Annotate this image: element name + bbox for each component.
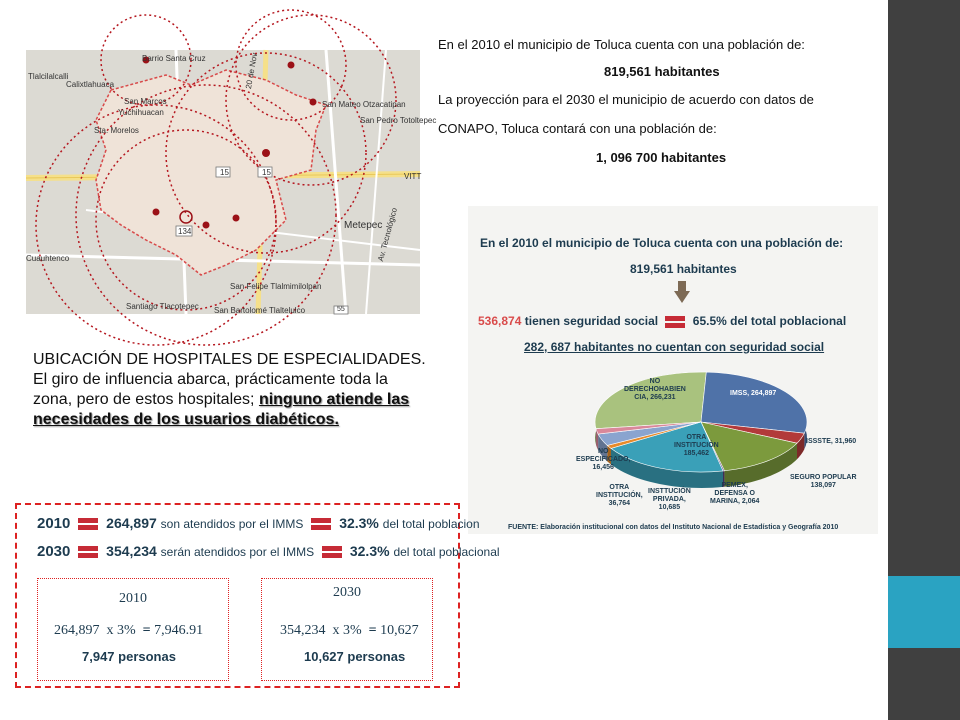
pie-panel-insured	[478, 314, 846, 328]
calc-box-2010-year: 2010	[119, 591, 147, 606]
calc-row-2030-value: 354,234	[106, 543, 157, 559]
calc-row-2030	[37, 543, 500, 560]
caption-highlight: ninguno atiende las necesidades de los usuarios diabéticos.	[33, 391, 410, 428]
pie-panel-uninsured: 282, 687 habitantes no cuentan con seguridad social	[524, 340, 825, 354]
insured-pct-text: del total poblacional	[730, 314, 847, 328]
calc-row-2030-year: 2030	[37, 543, 71, 560]
pie-panel-pop: 819,561 habitantes	[630, 262, 737, 276]
side-bar	[888, 0, 960, 720]
calc-box-2010-formula: 264,897 x 3% = 7,946.91	[54, 623, 204, 638]
calc-row-2030-text: serán atendidos por el IMMS	[160, 545, 315, 559]
insured-number: 536,874	[478, 314, 522, 328]
imss-calc-panel	[15, 503, 500, 688]
info-line-2: La proyección para el 2030 el municipio de acuerdo con datos de	[438, 92, 814, 107]
map-label-yuchihuacan: Yuchihuacan	[118, 108, 164, 117]
map-label-san-felipe: San Felipe Tlalmimilolpan	[230, 282, 322, 291]
pie-label-issste: ISSSTE, 31,960	[806, 438, 857, 445]
calc-row-2010-pct: 32.3%	[339, 515, 379, 531]
map-label-tlalcilalcalli: Tlalcilalcalli	[28, 72, 69, 81]
equals-sign-icon	[665, 316, 685, 328]
calc-row-2030-pct-text: del total poblacional	[393, 545, 500, 559]
side-bar-accent	[888, 576, 960, 648]
calc-row-2010-value: 264,897	[106, 515, 157, 531]
calc-row-2010-text: son atendidos por el IMMS	[160, 517, 304, 531]
pie-label-institucion-privada: INSTTUCIÓN PRIVADA, 10,685	[648, 488, 691, 511]
route-15-a: 15	[220, 168, 229, 177]
insured-pct: 65.5%	[692, 314, 727, 328]
calc-box-2030-result: 10,627 personas	[304, 649, 406, 664]
equals-sign-icon	[78, 518, 98, 530]
map-graphic	[26, 50, 420, 314]
hospital-map	[26, 50, 437, 315]
calc-box-2030-year: 2030	[333, 585, 361, 600]
map-label-san-mateo: San Mateo Otzacatipan	[322, 100, 406, 109]
calc-row-2010	[37, 515, 480, 532]
route-134: 134	[178, 227, 192, 236]
map-label-san-marcos: San Marcos	[124, 97, 167, 106]
info-pop-2010: 819,561 habitantes	[604, 64, 720, 79]
calc-row-2010-pct-text: del total poblacion	[382, 517, 480, 531]
calc-box-2030-formula: 354,234 x 3% = 10,627	[280, 623, 419, 638]
pie-label-no-especificado: NO ESPECIFICADO, 16,456	[576, 448, 631, 471]
insurance-pie-panel	[468, 206, 878, 534]
map-label-calixtlahuaca: Calixtlahuaca	[66, 80, 115, 89]
map-label-cuauhtenco: Cuauhtenco	[26, 254, 70, 263]
calc-row-2030-pct: 32.3%	[349, 543, 390, 559]
equals-sign-icon	[311, 518, 331, 530]
map-label-san-bartolome: San Bartolomé Tlaltelulco	[214, 306, 306, 315]
info-line-3: CONAPO, Toluca contará con una población de:	[438, 121, 717, 136]
pie-panel-source: FUENTE: Elaboración institucional con datos del Instituto Nacional de Estadística y Geografía 2010	[508, 524, 839, 531]
insured-text: tienen seguridad social	[524, 314, 659, 328]
calc-row-2010-year: 2010	[37, 515, 71, 532]
map-caption	[33, 350, 428, 430]
info-pop-2030: 1, 096 700 habitantes	[596, 150, 727, 165]
pie-label-otra-institucion-2: OTRA INSTITUCIÓN, 36,764	[596, 484, 643, 507]
pie-panel-title: En el 2010 el municipio de Toluca cuenta con una población de:	[480, 236, 844, 250]
pie-label-imss: IMSS, 264,897	[730, 390, 777, 397]
info-line-1: En el 2010 el municipio de Toluca cuenta con una población de:	[438, 37, 805, 52]
calc-box-2010	[37, 578, 229, 681]
map-label-metepec: Metepec	[344, 220, 383, 231]
pie-label-no-derechohabiencia: NO DERECHOHABIEN CIA, 266,231	[624, 378, 686, 401]
map-label-tecnologico: Av. Tecnológico	[376, 206, 399, 263]
route-55: 55	[337, 306, 345, 313]
map-label-nov: 20 de Nov	[244, 52, 260, 90]
calc-box-2010-result: 7,947 personas	[82, 649, 176, 664]
map-label-santa-morelos: Sta. Morelos	[94, 126, 139, 135]
down-arrow-icon	[674, 281, 690, 303]
caption-title: UBICACIÓN DE HOSPITALES DE ESPECIALIDADES.	[33, 351, 426, 368]
map-label-santiago: Santiago Tlacotepec	[126, 302, 199, 311]
map-label-vitt: VITT	[404, 172, 422, 181]
pie-label-seguro-popular: SEGURO POPULAR 138,097	[790, 474, 857, 489]
route-15-b: 15	[262, 168, 271, 177]
pie-label-otra-institucion: OTRA INSTITUCIÓN 185,462	[674, 434, 719, 457]
caption-body: El giro de influencia abarca, prácticamente toda la zona, pero de estos hospitales;	[33, 371, 388, 408]
pie-label-pemex: PEMEX, DEFENSA O MARINA, 2,064	[710, 482, 760, 505]
map-label-barrio: Barrio Santa Cruz	[142, 54, 206, 63]
equals-sign-icon	[78, 546, 98, 558]
calc-box-2030	[261, 578, 433, 681]
map-label-san-pedro: San Pedro Totoltepec	[360, 116, 437, 125]
equals-sign-icon	[322, 546, 342, 558]
